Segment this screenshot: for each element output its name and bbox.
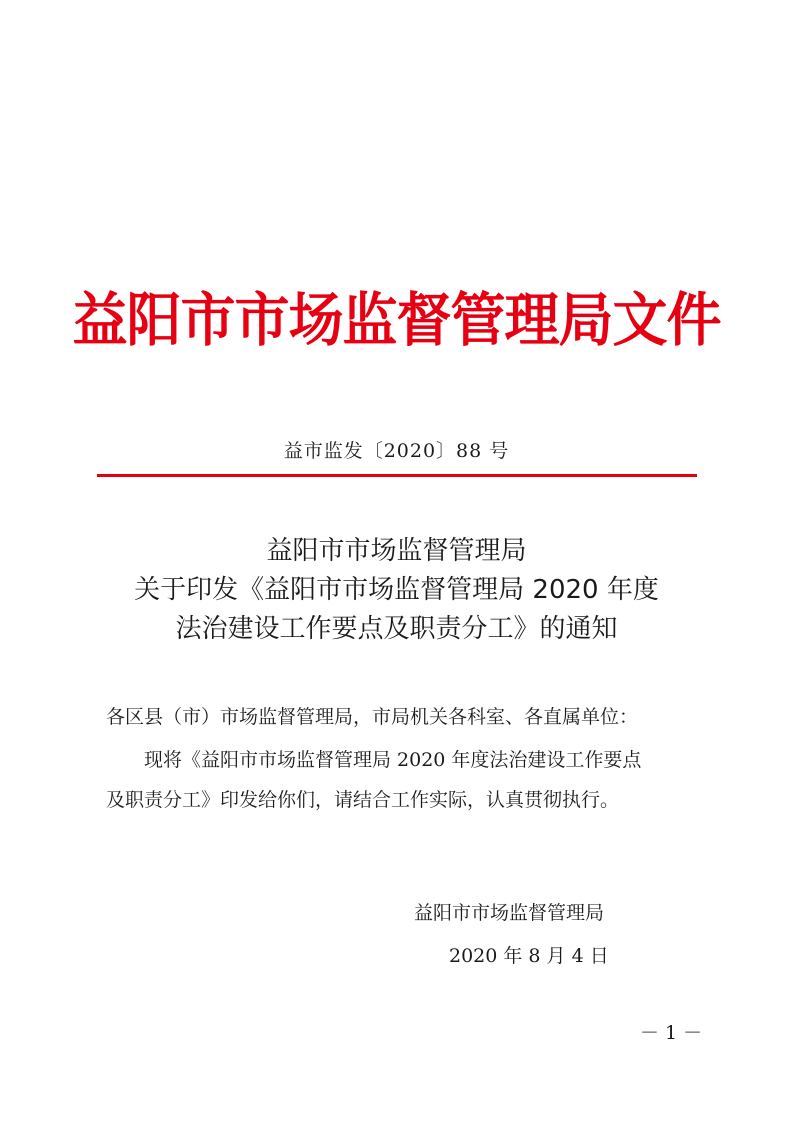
red-divider-line	[97, 474, 697, 477]
body-line-1: 现将《益阳市市场监督管理局 2020 年度法治建设工作要点	[144, 749, 642, 771]
document-masthead: 益阳市市场监督管理局文件	[72, 286, 721, 354]
body-paragraph	[106, 740, 696, 820]
signer-organization: 益阳市市场监督管理局	[414, 902, 605, 924]
page-number: － 1 －	[640, 1022, 703, 1044]
title-line-3: 法治建设工作要点及职责分工》的通知	[175, 614, 618, 644]
body-line-2: 及职责分工》印发给你们，请结合工作实际，认真贯彻执行。	[106, 789, 620, 811]
document-number: 益市监发〔2020〕88 号	[283, 440, 510, 462]
notice-title	[0, 532, 793, 649]
issue-date: 2020 年 8 月 4 日	[449, 945, 609, 967]
title-line-2: 关于印发《益阳市市场监督管理局 2020 年度	[134, 575, 659, 605]
salutation: 各区县（市）市场监督管理局，市局机关各科室、各直属单位：	[106, 706, 639, 728]
title-line-1: 益阳市市场监督管理局	[266, 536, 527, 566]
